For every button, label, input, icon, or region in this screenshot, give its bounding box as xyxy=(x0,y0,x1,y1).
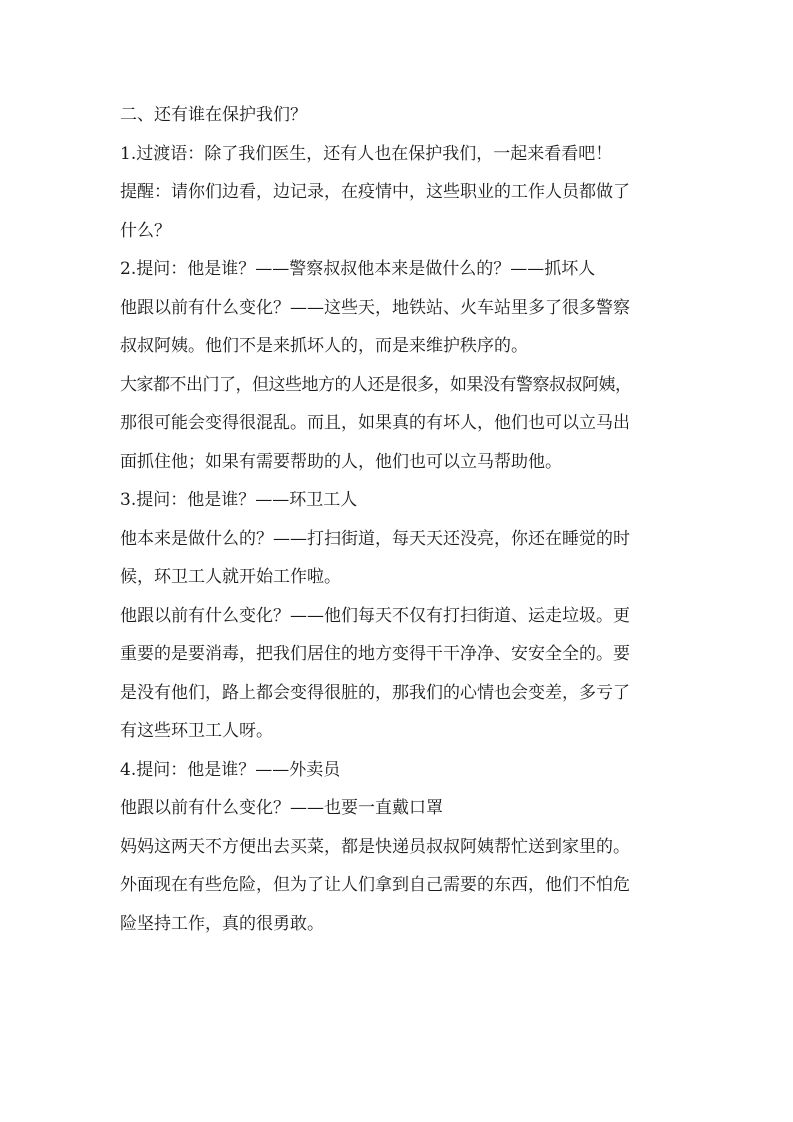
paragraph-line: 他跟以前有什么变化？——也要一直戴口罩 xyxy=(120,798,443,818)
section-heading: 二、还有谁在保护我们？ xyxy=(120,105,307,125)
paragraph-line: 外面现在有些危险，但为了让人们拿到自己需要的东西，他们不怕危 xyxy=(120,875,630,895)
paragraph-line: 重要的是要消毒，把我们居住的地方变得干干净净、安安全全的。要 xyxy=(120,644,630,664)
document-body xyxy=(120,96,680,943)
paragraph-line: 2.提问：他是谁？——警察叔叔他本来是做什么的？——抓坏人 xyxy=(120,259,596,279)
paragraph-line: 大家都不出门了，但这些地方的人还是很多，如果没有警察叔叔阿姨， xyxy=(120,374,632,395)
paragraph-line: 3.提问：他是谁？——环卫工人 xyxy=(120,490,358,510)
paragraph-line: 他跟以前有什么变化？——他们每天不仅有打扫街道、运走垃圾。更 xyxy=(120,605,630,626)
paragraph-line: 有这些环卫工人呀。 xyxy=(120,721,273,741)
paragraph-line: 什么？ xyxy=(120,220,171,241)
paragraph-line: 面抓住他；如果有需要帮助的人，他们也可以立马帮助他。 xyxy=(120,451,562,472)
paragraph-line: 险坚持工作，真的很勇敢。 xyxy=(120,913,324,934)
paragraph-line: 他本来是做什么的？——打扫街道，每天天还没亮，你还在睡觉的时 xyxy=(120,528,630,549)
paragraph-line: 是没有他们，路上都会变得很脏的，那我们的心情也会变差，多亏了 xyxy=(120,682,630,703)
paragraph-line: 叔叔阿姨。他们不是来抓坏人的，而是来维护秩序的。 xyxy=(120,336,528,356)
paragraph-line: 那很可能会变得很混乱。而且，如果真的有坏人，他们也可以立马出 xyxy=(120,413,630,433)
paragraph-line: 妈妈这两天不方便出去买菜，都是快递员叔叔阿姨帮忙送到家里的。 xyxy=(120,836,630,857)
paragraph-line: 提醒：请你们边看，边记录，在疫情中，这些职业的工作人员都做了 xyxy=(120,182,630,202)
paragraph-line: 候，环卫工人就开始工作啦。 xyxy=(120,567,341,587)
paragraph-line: 4.提问：他是谁？——外卖员 xyxy=(120,759,341,780)
paragraph-line: 1.过渡语：除了我们医生，还有人也在保护我们，一起来看看吧！ xyxy=(120,143,613,164)
paragraph-line: 他跟以前有什么变化？——这些天，地铁站、火车站里多了很多警察 xyxy=(120,297,630,318)
